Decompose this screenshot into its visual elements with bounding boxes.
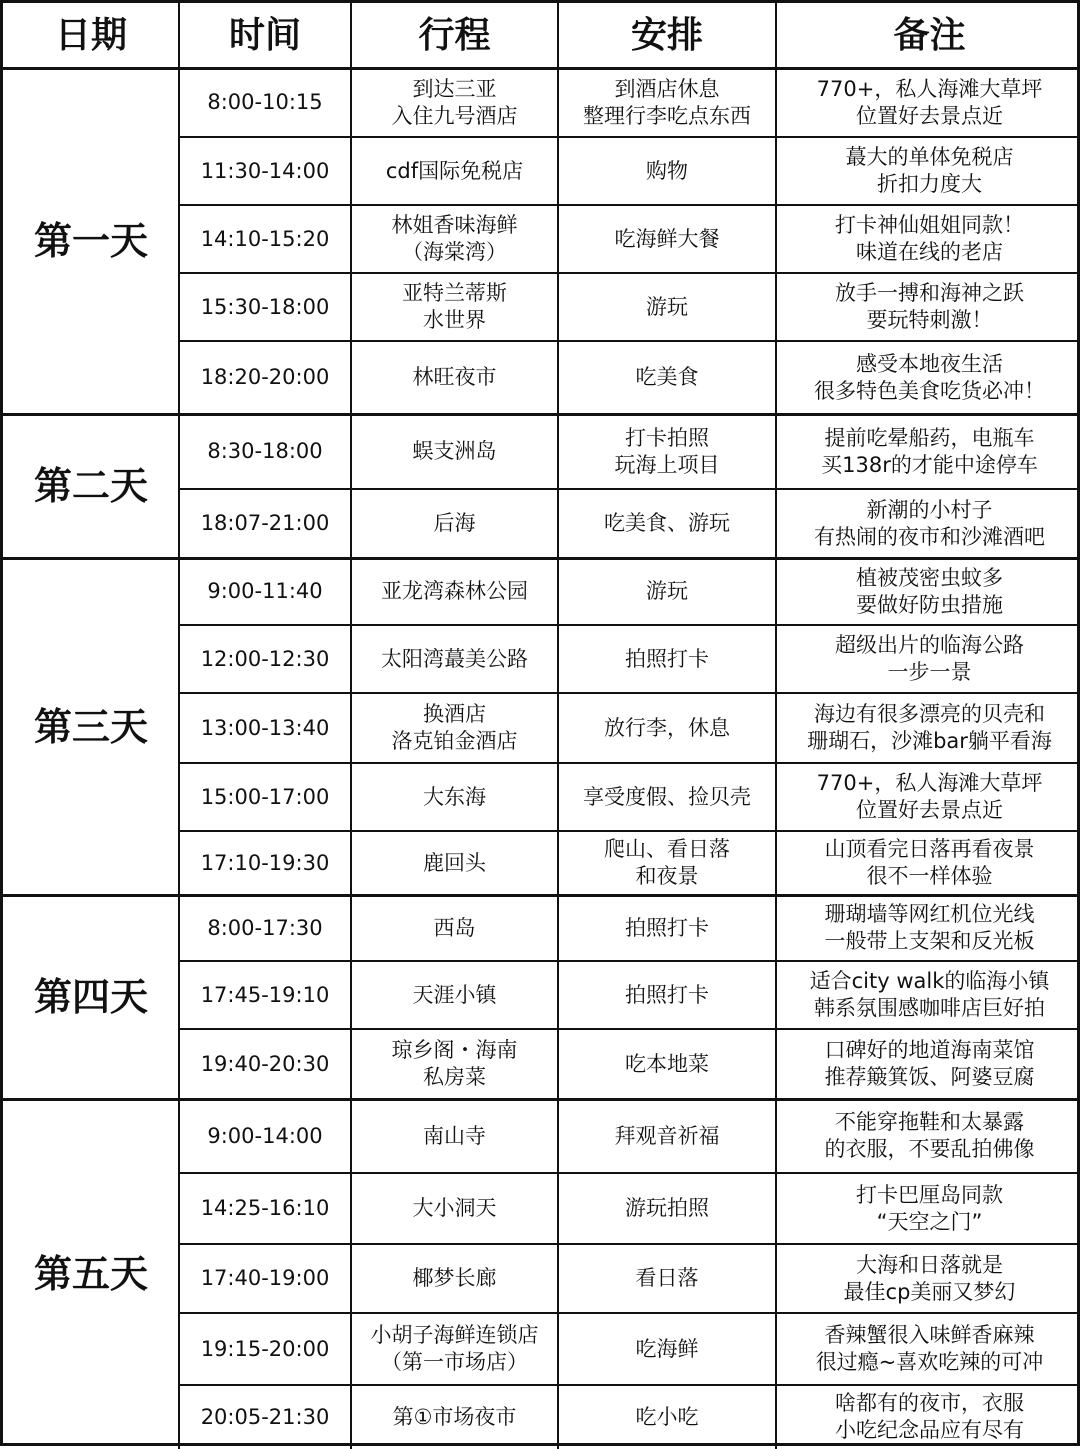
- plan-cell: [558, 205, 776, 273]
- header-time: 时间: [228, 14, 301, 56]
- cell-line: 位置好去景点近: [856, 798, 1003, 822]
- cell-line: 购物: [646, 158, 688, 183]
- cell-line: 韩系氛围感咖啡店巨好拍: [814, 996, 1045, 1020]
- trip-cell: [351, 763, 558, 831]
- cell-line: 洛克铂金酒店: [391, 729, 518, 753]
- cell-line: 位置好去景点近: [856, 103, 1003, 128]
- cell-line: 第①市场夜市: [392, 1404, 517, 1429]
- cell-line: 吃海鲜大餐: [614, 226, 720, 251]
- note-cell: [776, 137, 1080, 205]
- note-cell: [776, 489, 1080, 558]
- trip-cell: [351, 1385, 558, 1449]
- cell-line: 很不一样体验: [866, 864, 993, 888]
- cell-line: 折扣力度大: [877, 172, 982, 196]
- plan-cell: [558, 1173, 776, 1244]
- cell-line: 珊瑚墙等网红机位光线: [824, 902, 1035, 926]
- cell-line: 要玩特刺激！: [866, 308, 993, 332]
- cell-line: 水世界: [423, 308, 486, 332]
- cell-line: 鹿回头: [423, 850, 486, 875]
- cell-line: 游玩: [646, 579, 688, 603]
- cell-line: 新潮的小村子: [866, 497, 993, 522]
- column-divider: [775, 3, 777, 1449]
- time-cell: 9:00-14:00: [207, 1123, 323, 1148]
- column-divider: [557, 3, 559, 1449]
- plan-cell: [558, 273, 776, 341]
- cell-line: 南山寺: [423, 1123, 486, 1148]
- note-cell: [776, 558, 1080, 625]
- day-label: 第三天: [33, 704, 148, 749]
- trip-cell: [351, 1173, 558, 1244]
- column-divider: [350, 3, 352, 1449]
- time-cell: 15:00-17:00: [200, 784, 330, 809]
- note-cell: [776, 414, 1080, 489]
- cell-line: 推荐簸箕饭、阿婆豆腐: [824, 1065, 1035, 1089]
- note-cell: [776, 625, 1080, 693]
- cell-line: 拍照打卡: [625, 915, 709, 940]
- trip-cell: [351, 137, 558, 205]
- cell-line: 770+，私人海滩大草坪: [816, 76, 1043, 101]
- plan-cell: [558, 414, 776, 489]
- note-cell: [776, 273, 1080, 341]
- cell-line: 大海和日落就是: [856, 1252, 1003, 1277]
- cell-line: 一步一景: [887, 660, 972, 684]
- cell-line: 拍照打卡: [625, 646, 709, 671]
- cell-line: 亚特兰蒂斯: [402, 281, 507, 305]
- time-cell: 17:10-19:30: [200, 850, 330, 875]
- note-cell: [776, 341, 1080, 414]
- cell-line: 小胡子海鲜连锁店: [370, 1323, 539, 1347]
- cell-line: 小吃纪念品应有尽有: [835, 1418, 1024, 1442]
- cell-line: 一般带上支架和反光板: [824, 929, 1035, 953]
- cell-line: 吃海鲜: [635, 1336, 699, 1361]
- trip-cell: [351, 414, 558, 489]
- plan-cell: [558, 831, 776, 895]
- cell-line: 吃美食: [635, 365, 699, 389]
- trip-cell: [351, 831, 558, 895]
- cell-line: 打卡巴厘岛同款: [856, 1182, 1003, 1207]
- trip-cell: [351, 961, 558, 1029]
- cell-line: 适合city walk的临海小镇: [809, 969, 1050, 993]
- cell-line: 琼乡阁・海南: [391, 1038, 518, 1062]
- cell-line: 吃本地菜: [625, 1051, 709, 1076]
- cell-line: 拍照打卡: [625, 982, 709, 1007]
- plan-cell: [558, 68, 776, 137]
- cell-line: 拜观音祈福: [614, 1123, 720, 1148]
- cell-line: 蜈支洲岛: [412, 439, 497, 463]
- note-cell: [776, 205, 1080, 273]
- cell-line: 换酒店: [423, 702, 486, 726]
- cell-line: 超级出片的临海公路: [835, 633, 1024, 657]
- time-cell: 15:30-18:00: [200, 294, 330, 319]
- note-cell: [776, 831, 1080, 895]
- trip-cell: [351, 1313, 558, 1385]
- cell-line: 林旺夜市: [412, 365, 497, 389]
- note-cell: [776, 1244, 1080, 1313]
- cell-line: 大小洞天: [412, 1196, 497, 1220]
- time-cell: 19:40-20:30: [200, 1051, 330, 1076]
- plan-cell: [558, 137, 776, 205]
- time-cell: 13:00-13:40: [200, 715, 330, 740]
- cell-line: 看日落: [635, 1266, 699, 1290]
- plan-cell: [558, 895, 776, 961]
- trip-cell: [351, 489, 558, 558]
- time-cell: 14:25-16:10: [200, 1196, 330, 1220]
- cell-line: 口碑好的地道海南菜馆: [824, 1038, 1035, 1062]
- time-cell: 17:45-19:10: [200, 982, 330, 1007]
- note-cell: [776, 1313, 1080, 1385]
- cell-line: 游玩拍照: [625, 1196, 709, 1220]
- note-cell: [776, 895, 1080, 961]
- column-divider: [178, 3, 180, 1449]
- header-trip: 行程: [418, 14, 491, 56]
- trip-cell: [351, 1029, 558, 1099]
- trip-cell: [351, 341, 558, 414]
- cell-line: 到酒店休息: [614, 76, 720, 101]
- time-cell: 8:00-17:30: [207, 915, 323, 940]
- cell-line: 蕞大的单体免税店: [845, 145, 1014, 169]
- plan-cell: [558, 693, 776, 763]
- trip-cell: [351, 1244, 558, 1313]
- time-cell: 12:00-12:30: [200, 646, 330, 671]
- cell-line: 很过瘾~喜欢吃辣的可冲: [815, 1350, 1044, 1374]
- cell-line: 入住九号酒店: [391, 103, 518, 128]
- cell-line: 提前吃晕船药，电瓶车: [824, 425, 1035, 450]
- trip-cell: [351, 1099, 558, 1173]
- note-cell: [776, 763, 1080, 831]
- cell-line: 海边有很多漂亮的贝壳和: [814, 702, 1045, 726]
- plan-cell: [558, 1313, 776, 1385]
- day-label: 第五天: [33, 1252, 148, 1296]
- cell-line: 到达三亚: [412, 76, 497, 101]
- trip-cell: [351, 205, 558, 273]
- cell-line: 和夜景: [635, 864, 699, 888]
- trip-cell: [351, 895, 558, 961]
- cell-line: 游玩: [646, 294, 688, 319]
- time-cell: 9:00-11:40: [207, 579, 323, 603]
- day-label: 第二天: [33, 464, 148, 508]
- cell-line: 西岛: [433, 915, 476, 940]
- plan-cell: [558, 1385, 776, 1449]
- cell-line: 私房菜: [423, 1065, 486, 1089]
- cell-line: 打卡神仙姐姐同款！: [835, 213, 1024, 237]
- cell-line: 椰梦长廊: [412, 1266, 497, 1290]
- cell-line: 太阳湾蕞美公路: [381, 646, 528, 671]
- cell-line: 放行李，休息: [604, 715, 730, 740]
- plan-cell: [558, 341, 776, 414]
- trip-cell: [351, 558, 558, 625]
- time-cell: 8:30-18:00: [207, 439, 323, 463]
- cell-line: 最佳cp美丽又梦幻: [843, 1279, 1016, 1304]
- cell-line: 吃小吃: [635, 1404, 699, 1429]
- cell-line: 味道在线的老店: [856, 240, 1003, 264]
- cell-line: 天涯小镇: [412, 982, 497, 1007]
- time-cell: 11:30-14:00: [200, 158, 330, 183]
- cell-line: 买138r的才能中途停车: [821, 452, 1038, 477]
- time-cell: 8:00-10:15: [207, 90, 323, 114]
- time-cell: 14:10-15:20: [200, 226, 330, 251]
- plan-cell: [558, 1029, 776, 1099]
- cell-line: 后海: [433, 511, 476, 535]
- cell-line: 享受度假、捡贝壳: [583, 784, 751, 809]
- cell-line: 玩海上项目: [614, 452, 720, 477]
- cell-line: 林姐香味海鲜: [391, 213, 518, 237]
- cell-line: 要做好防虫措施: [856, 592, 1003, 617]
- day-label: 第四天: [33, 975, 148, 1019]
- cell-line: 啥都有的夜市，衣服: [835, 1391, 1024, 1415]
- plan-cell: [558, 489, 776, 558]
- cell-line: 珊瑚石，沙滩bar躺平看海: [807, 729, 1052, 753]
- plan-cell: [558, 1099, 776, 1173]
- cell-line: cdf国际免税店: [385, 158, 524, 183]
- plan-cell: [558, 625, 776, 693]
- cell-line: （海棠湾）: [402, 240, 507, 264]
- cell-line: 爬山、看日落: [604, 837, 730, 861]
- day-label: 第一天: [33, 219, 148, 263]
- cell-line: （第一市场店）: [381, 1350, 528, 1374]
- plan-cell: [558, 1244, 776, 1313]
- cell-line: 770+，私人海滩大草坪: [816, 771, 1043, 795]
- cell-line: 打卡拍照: [625, 425, 709, 450]
- note-cell: [776, 693, 1080, 763]
- cell-line: 放手一搏和海神之跃: [835, 281, 1024, 305]
- note-cell: [776, 1099, 1080, 1173]
- cell-line: 植被茂密虫蚊多: [856, 565, 1003, 590]
- cell-line: 大东海: [423, 784, 486, 809]
- cell-line: “天空之门”: [876, 1209, 983, 1234]
- header-plan: 安排: [630, 14, 703, 56]
- cell-line: 感受本地夜生活: [856, 351, 1003, 376]
- cell-line: 亚龙湾森林公园: [381, 579, 528, 603]
- cell-line: 很多特色美食吃货必冲！: [814, 378, 1045, 403]
- time-cell: 18:20-20:00: [200, 365, 330, 389]
- time-cell: 17:40-19:00: [200, 1266, 330, 1290]
- note-cell: [776, 1385, 1080, 1449]
- cell-line: 香辣蟹很入味鲜香麻辣: [824, 1323, 1035, 1347]
- header-date: 日期: [54, 14, 127, 56]
- plan-cell: [558, 558, 776, 625]
- cell-line: 不能穿拖鞋和太暴露: [835, 1110, 1024, 1134]
- cell-line: 整理行李吃点东西: [583, 103, 751, 128]
- note-cell: [776, 1173, 1080, 1244]
- cell-line: 吃美食、游玩: [604, 511, 730, 535]
- time-cell: 19:15-20:00: [200, 1336, 330, 1361]
- time-cell: 18:07-21:00: [200, 511, 330, 535]
- plan-cell: [558, 961, 776, 1029]
- trip-cell: [351, 693, 558, 763]
- header-note: 备注: [893, 14, 966, 56]
- plan-cell: [558, 763, 776, 831]
- cell-line: 山顶看完日落再看夜景: [824, 837, 1035, 861]
- trip-cell: [351, 625, 558, 693]
- trip-cell: [351, 273, 558, 341]
- note-cell: [776, 68, 1080, 137]
- time-cell: 20:05-21:30: [200, 1404, 330, 1429]
- cell-line: 的衣服，不要乱拍佛像: [824, 1137, 1035, 1161]
- trip-cell: [351, 68, 558, 137]
- note-cell: [776, 961, 1080, 1029]
- note-cell: [776, 1029, 1080, 1099]
- cell-line: 有热闹的夜市和沙滩酒吧: [814, 524, 1045, 549]
